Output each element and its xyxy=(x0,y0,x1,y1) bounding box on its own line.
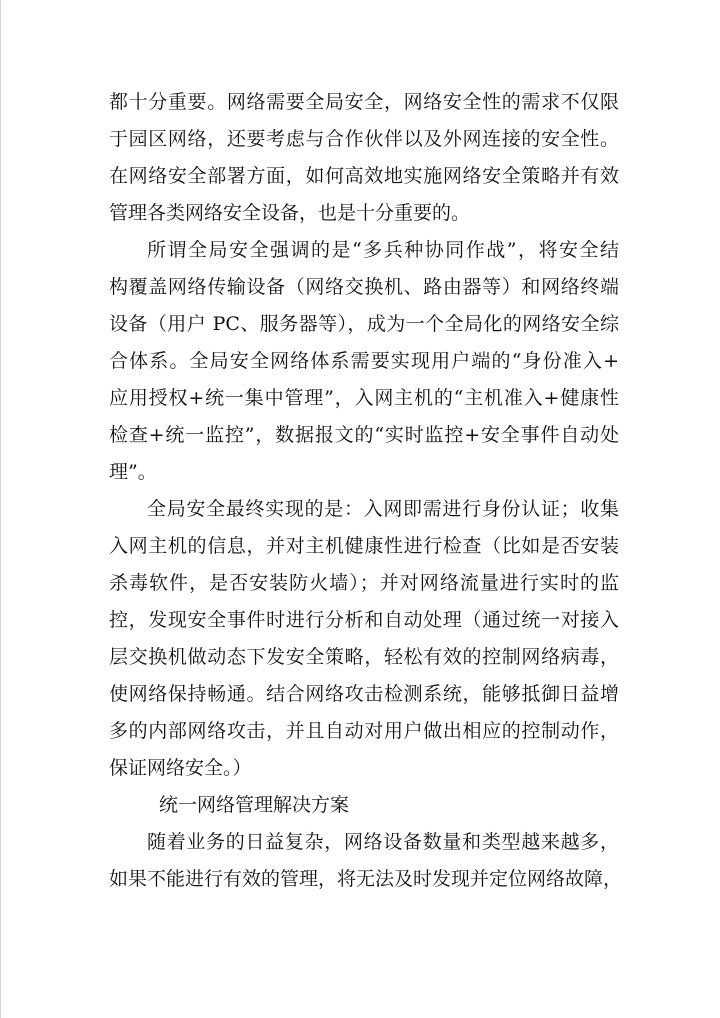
paragraph-2-line-2: 构覆盖网络传输设备（网络交换机、路由器等）和网络终端 xyxy=(109,276,619,298)
paragraph-2-line-1: 所谓全局安全强调的是“多兵种协同作战”，将安全结 xyxy=(147,239,619,261)
paragraph-3-line-5: 层交换机做动态下发安全策略，轻松有效的控制网络病毒， xyxy=(109,646,619,668)
paragraph-1-line-2: 于园区网络，还要考虑与合作伙伴以及外网连接的安全性。 xyxy=(109,128,619,150)
paragraph-2-line-7: 理”。 xyxy=(109,461,157,483)
paragraph-3-line-6: 使网络保持畅通。结合网络攻击检测系统，能够抵御日益增 xyxy=(109,683,619,705)
paragraph-3-line-8: 保证网络安全。） xyxy=(109,757,252,779)
paragraph-5-line-1: 随着业务的日益复杂，网络设备数量和类型越来越多， xyxy=(147,831,619,853)
paragraph-1-line-1: 都十分重要。网络需要全局安全，网络安全性的需求不仅限 xyxy=(109,91,619,113)
document-body xyxy=(109,84,623,898)
paragraph-3-line-4: 控，发现安全事件时进行分析和自动处理（通过统一对接入 xyxy=(109,609,619,631)
paragraph-3-line-3: 杀毒软件，是否安装防火墙）；并对网络流量进行实时的监 xyxy=(109,572,619,594)
section-heading: 统一网络管理解决方案 xyxy=(159,794,350,816)
paragraph-2-line-4: 合体系。全局安全网络体系需要实现用户端的“身份准入+ xyxy=(109,350,619,372)
paragraph-2-line-5: 应用授权+统一集中管理”，入网主机的“主机准入+健康性 xyxy=(109,387,619,409)
paragraph-1-line-3: 在网络安全部署方面，如何高效地实施网络安全策略并有效 xyxy=(109,165,619,187)
paragraph-3-line-2: 入网主机的信息，并对主机健康性进行检查（比如是否安装 xyxy=(109,535,619,557)
paragraph-3-line-1: 全局安全最终实现的是：入网即需进行身份认证；收集 xyxy=(147,498,619,520)
paragraph-2-line-6: 检查+统一监控”，数据报文的“实时监控+安全事件自动处 xyxy=(109,424,619,446)
paragraph-2-line-3: 设备（用户 PC、服务器等），成为一个全局化的网络安全综 xyxy=(109,313,619,335)
paragraph-3-line-7: 多的内部网络攻击，并且自动对用户做出相应的控制动作， xyxy=(109,720,619,742)
paragraph-1-line-4: 管理各类网络安全设备，也是十分重要的。 xyxy=(109,202,471,224)
paragraph-5-line-2: 如果不能进行有效的管理，将无法及时发现并定位网络故障， xyxy=(109,868,623,890)
